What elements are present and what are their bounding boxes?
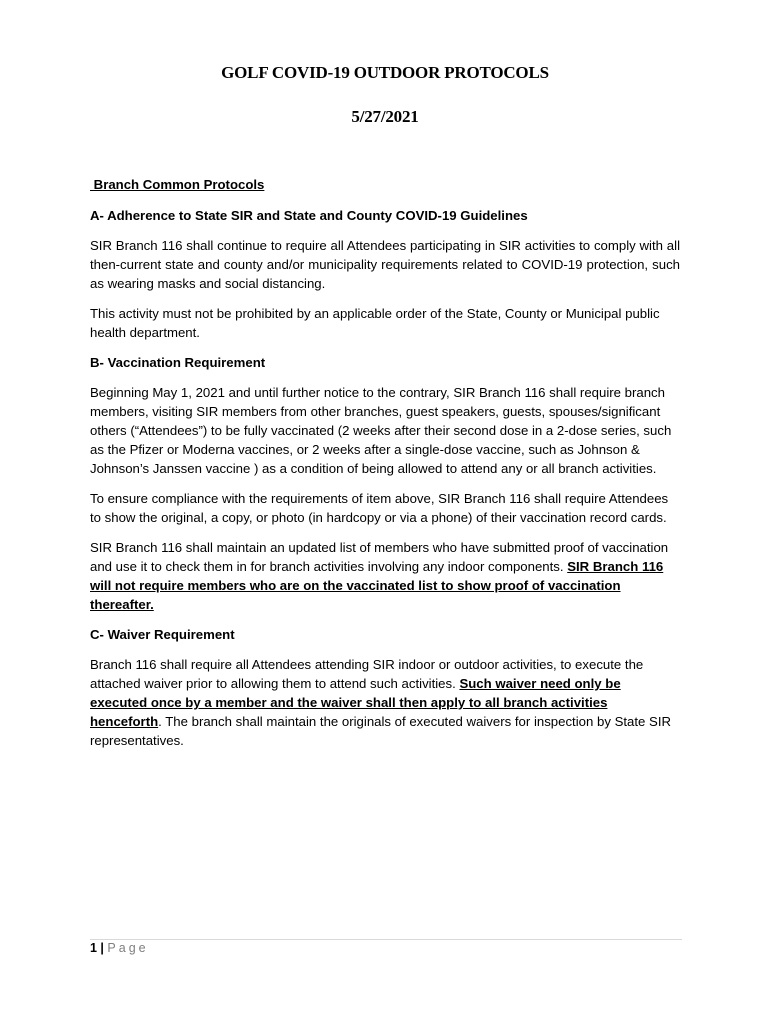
section-c-paragraph-1	[90, 655, 680, 750]
section-b-paragraph-2: To ensure compliance with the requirements of item above, SIR Branch 116 shall require Attendees to show the original, a copy, or photo (in hardcopy or via a phone) of their vaccination record cards.	[90, 491, 669, 525]
section-a-heading: A- Adherence to State SIR and State and County COVID-19 Guidelines	[90, 208, 528, 223]
section-b-paragraph-3	[90, 538, 680, 614]
section-b-paragraph-3-emphasis: SIR Branch 116 will not require members who are on the vaccinated list to show proof of vaccination thereafter.	[90, 559, 664, 612]
document-body	[90, 175, 680, 761]
section-c-heading: C- Waiver Requirement	[90, 627, 235, 642]
page-label: Page	[107, 941, 149, 955]
section-c-paragraph-1-tail: . The branch shall maintain the originals of executed waivers for inspection by State SIR representatives.	[90, 714, 672, 748]
section-b-paragraph-1: Beginning May 1, 2021 and until further notice to the contrary, SIR Branch 116 shall require branch members, visiting SIR members from other branches, guest speakers, guests, spouses/significant others (“Attendees”) to be fully vaccinated (2 weeks after their second dose in a 2-dose series, such as the Pfizer or Moderna vaccines, or 2 weeks after a single-dose vaccine, such as Johnson & Johnson’s Janssen vaccine ) as a condition of being allowed to attend any or all branch activities.	[90, 385, 672, 476]
section-b-paragraph-3-text: SIR Branch 116 shall maintain an updated list of members who have submitted proof of vaccination and use it to check them in for branch activities involving any indoor components.	[90, 540, 669, 574]
page-number: 1	[90, 941, 97, 955]
page-footer	[90, 939, 682, 960]
section-b-heading: B- Vaccination Requirement	[90, 355, 266, 370]
section-a-paragraph-1: SIR Branch 116 shall continue to require all Attendees participating in SIR activities to comply with all then-current state and county and/or municipality requirements related to COVID-19 protection, such as wearing masks and social distancing.	[90, 238, 680, 291]
document-date: 5/27/2021	[351, 107, 419, 126]
document-title: GOLF COVID-19 OUTDOOR PROTOCOLS	[221, 63, 549, 82]
section-c-paragraph-1-emphasis: Such waiver need only be executed once by a member and the waiver shall then apply to all branch activities henceforth	[90, 676, 621, 729]
section-a-paragraph-2: This activity must not be prohibited by an applicable order of the State, County or Municipal public health department.	[90, 306, 660, 340]
section-c-paragraph-1-text: Branch 116 shall require all Attendees attending SIR indoor or outdoor activities, to execute the attached waiver prior to allowing them to attend such activities.	[90, 657, 644, 691]
footer-separator: |	[96, 941, 108, 955]
footer-text	[90, 941, 149, 955]
section-title: Branch Common Protocols	[90, 177, 265, 192]
